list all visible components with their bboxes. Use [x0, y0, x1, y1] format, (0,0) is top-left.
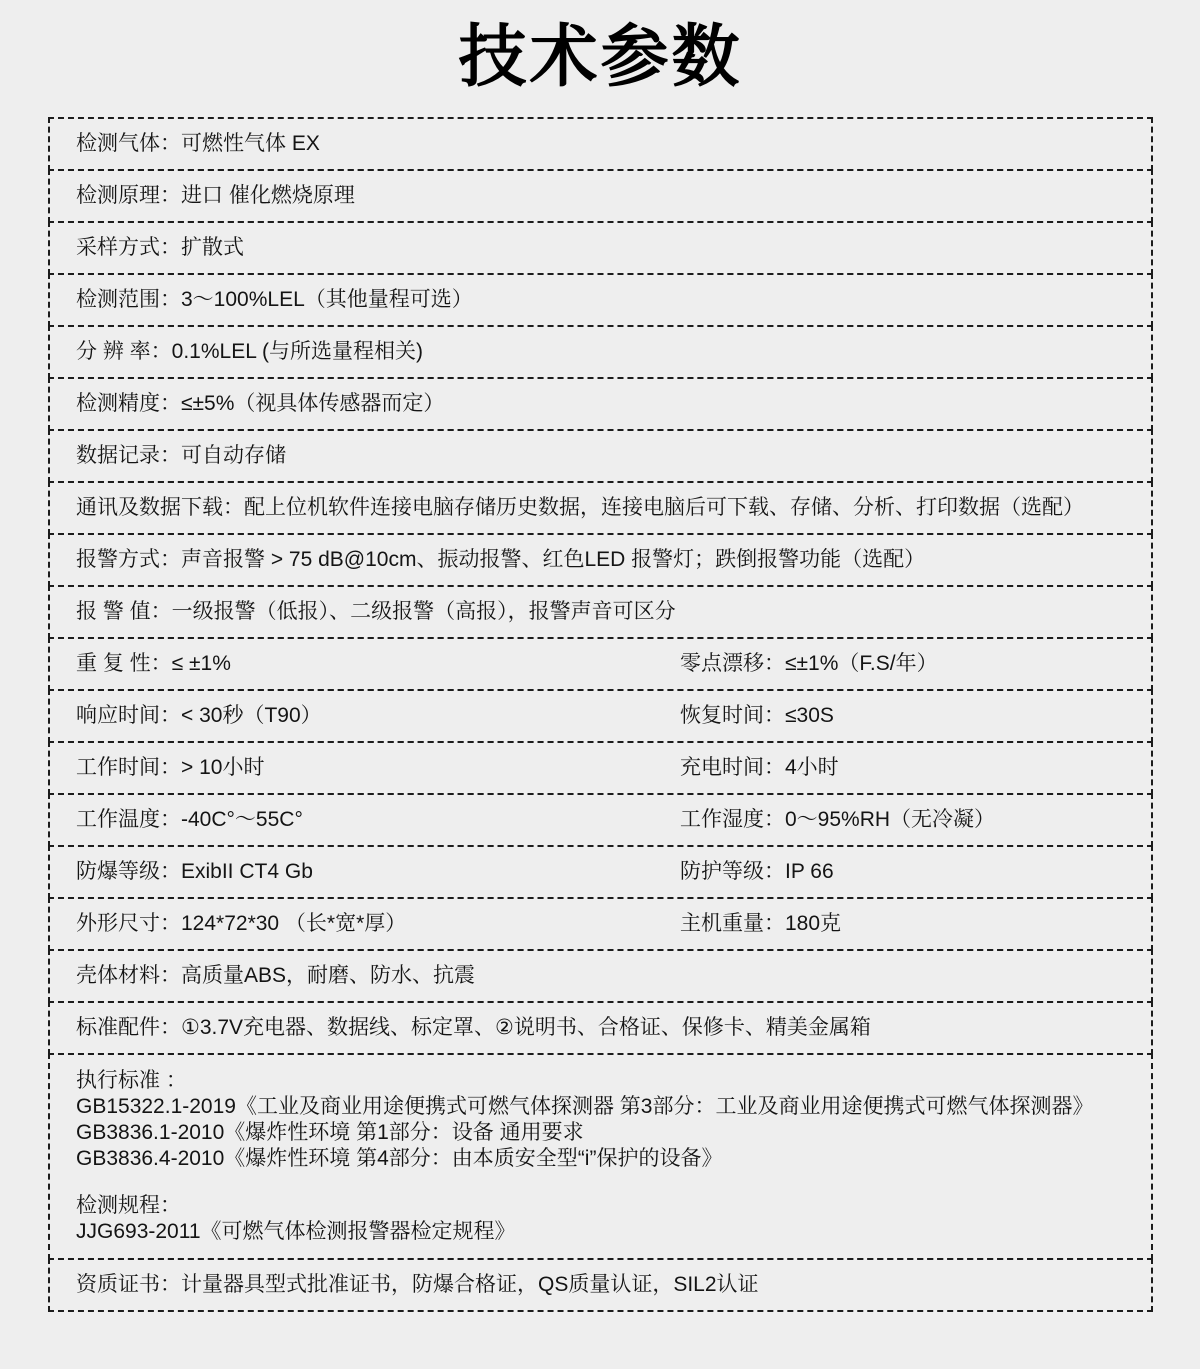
page-title: 技术参数: [458, 19, 743, 95]
spec-text-right: 主机重量：180克: [680, 912, 842, 936]
spec-text-left: 重 复 性：≤ ±1%: [76, 652, 231, 676]
spec-text: 通讯及数据下载：配上位机软件连接电脑存储历史数据，连接电脑后可下载、存储、分析、打印数据（选配）: [76, 496, 1084, 520]
spec-text-right: 充电时间：4小时: [680, 756, 839, 780]
standards-heading: 执行标准 ：: [76, 1068, 187, 1092]
spec-text-left: 工作温度：-40C°～55C°: [76, 808, 303, 832]
spec-row-detect-range: [48, 273, 1153, 327]
spec-row-explosion-proof-ip: [48, 845, 1153, 899]
standards-line: GB15322.1-2019《工业及商业用途便携式可燃气体探测器 第3部分：工业及商业用途便携式可燃气体探测器》: [76, 1094, 1094, 1118]
spec-row-alarm-value: [48, 585, 1153, 639]
spec-text: 采样方式：扩散式: [76, 236, 244, 260]
spec-table: [48, 117, 1153, 1312]
spec-row-dimensions-weight: [48, 897, 1153, 951]
spec-text-right: 防护等级：IP 66: [680, 860, 834, 884]
spec-text-right: 恢复时间：≤30S: [680, 704, 834, 728]
spec-row-alarm-mode: [48, 533, 1153, 587]
spec-row-repeatability-zero-drift: [48, 637, 1153, 691]
spec-row-detect-gas: [48, 117, 1153, 171]
spec-row-response-recovery-time: [48, 689, 1153, 743]
spec-text: 检测原理：进口 催化燃烧原理: [76, 184, 355, 208]
spec-row-data-logging: [48, 429, 1153, 483]
spec-row-certificates: [48, 1258, 1153, 1312]
spec-row-temperature-humidity: [48, 793, 1153, 847]
spec-text: 检测范围：3～100%LEL（其他量程可选）: [76, 288, 473, 312]
spec-row-accuracy: [48, 377, 1153, 431]
spec-text-right: 零点漂移：≤±1%（F.S/年）: [680, 652, 938, 676]
spec-row-sampling-method: [48, 221, 1153, 275]
spec-row-working-charging-time: [48, 741, 1153, 795]
spec-text-left: 响应时间：< 30秒（T90）: [76, 704, 322, 728]
spec-row-standards-block: [48, 1053, 1153, 1260]
spec-text-right: 工作湿度：0～95%RH（无冷凝）: [680, 808, 996, 832]
spec-text-left: 防爆等级：ExibII CT4 Gb: [76, 860, 313, 884]
spec-text: 检测精度：≤±5%（视具体传感器而定）: [76, 392, 445, 416]
spec-text: 报 警 值：一级报警（低报）、二级报警（高报），报警声音可区分: [76, 600, 676, 624]
spec-text: 资质证书：计量器具型式批准证书，防爆合格证，QS质量认证，SIL2认证: [76, 1273, 759, 1297]
spec-text: 检测气体：可燃性气体 EX: [76, 132, 320, 156]
spec-text-left: 工作时间：> 10小时: [76, 756, 265, 780]
regulations-line: JJG693-2011《可燃气体检测报警器检定规程》: [76, 1219, 516, 1243]
spec-text: 分 辨 率：0.1%LEL (与所选量程相关): [76, 340, 423, 364]
spec-text: 报警方式：声音报警 > 75 dB@10cm、振动报警、红色LED 报警灯；跌倒报警功能（选配）: [76, 548, 926, 572]
standards-line: GB3836.1-2010《爆炸性环境 第1部分：设备 通用要求: [76, 1120, 584, 1144]
spec-row-detect-principle: [48, 169, 1153, 223]
spec-text-left: 外形尺寸：124*72*30 （长*宽*厚）: [76, 912, 407, 936]
standards-line: GB3836.4-2010《爆炸性环境 第4部分：由本质安全型“i”保护的设备》: [76, 1146, 723, 1170]
spec-row-standard-accessories: [48, 1001, 1153, 1055]
regulations-heading: 检测规程：: [76, 1193, 181, 1217]
spec-row-shell-material: [48, 949, 1153, 1003]
spec-text: 数据记录：可自动存储: [76, 444, 286, 468]
spec-text: 壳体材料：高质量ABS，耐磨、防水、抗震: [76, 964, 476, 988]
spec-text: 标准配件：①3.7V充电器、数据线、标定罩、②说明书、合格证、保修卡、精美金属箱: [76, 1016, 871, 1040]
spec-row-resolution: [48, 325, 1153, 379]
spec-row-communication: [48, 481, 1153, 535]
